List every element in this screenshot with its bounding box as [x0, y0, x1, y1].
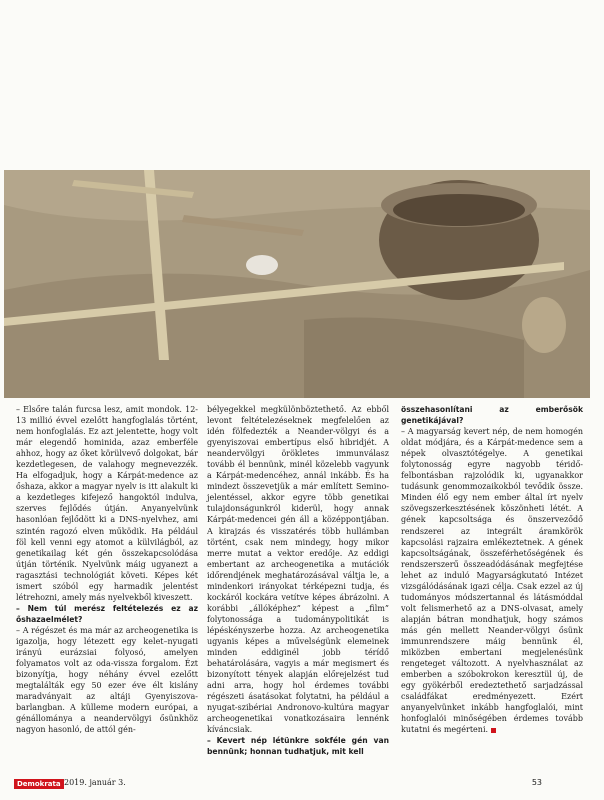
paragraph: bélyegekkel megkülönböztethető. Az ebből levont feltételezéseknek megfelelően az idén fölfedezték a Neander-völgyi és a gyenyiszovai embertípus első hibridjét. A neandervölgyi örökletes immunválasz tovább él bennünk, minél közelebb vagyunk a Kárpát-medencéhez, annál inkább. És ha mindezt összevetjük a már említett Semino-jelentéssel, akkor egyre több genetikai tulajdonságunkról kiderül, hogy annak Kárpát-medencei gén áll a középpontjában. A kirajzás és visszatérés több hullámban történt, csak nem mindegy, hogy mikor merre mutat a vektor eredője. Az eddigi embertant az archeogenetika a mutációk időrendjének meghatározásával váltja le, a mindenkori irányokat térképezni tudja, és kockáról kockára vetítve képes ábrázolni. A korábbi „állóképhez” képest a „film” folytonossága a tudománypolitikát is lépéskényszerbe hozza. Az archeogenetika ugyanis képes a művelségünk elemeinek minden eddiginél jobb térídő behatárolására, vagyis a már megismert és bizonyított tények alapján előrejelzést tud adni arra, hogy hol érdemes további régészeti ásatásokat folytatni, ha például a nyugat-szibériai Andronovo-kultúra magyar archeogenetikai vonatkozásaira lennénk kíváncsiak. — [207, 405, 389, 735]
article-body — [14, 404, 592, 776]
column-1 — [16, 404, 198, 735]
end-mark — [491, 728, 496, 733]
paragraph: – A magyarság kevert nép, de nem homogén oldat módjára, és a Kárpát-medence sem a népek olvasztótégelye. A genetikai folytonosság egyre nagyobb téridő-felbontásban rajzolódik ki, ugyanakkor tudásunk genommozaikokból tevődik össze. Minden élő egy nem ember által írt nyelv szövegszerkesztésének köszönheti létét. A gének kapcsoltsága és önszerveződő rendszerei az integrált áramkörök kapcsolási rajzaira emlékeztetnek. A gének kapcsoltságának, összeférhetőségének és rendszerszerű összeadódásának megfejtése lehet az induló Magyarságkutató Intézet vizsgálódásának igazi célja. Csak ezzel az új tudományos módszertannal és látásmóddal volt felismerhető az a DNS-olvasat, amely alapján bátran mondhatjuk, hogy számos más gén mellett Neander-völgyi ősünk immunrendszere máig bennünk él, miközben embertani megjelenésünk rengeteget változott. A nyelvhasználat az emberben a szóbokrokon keresztül új, de egy gyökérből eredeztethető sarjadzással családfákat eredményezett. Ezért anyanyelvünket inkább hangfoglalói, mint honfoglalói minőségében érdemes tovább kutatni és megérteni. — [401, 427, 583, 735]
paragraph: – Elsőre talán furcsa lesz, amit mondok. 12-13 millió évvel ezelőtt hangfoglalás történt, nem honfoglalás. Ez azt jelentette, hogy volt már elegendő hominida, azaz emberféle ahhoz, hogy az őket körülvevő dolgokat, bár kezdetlegesen, de valahogy megnevezzék. Ha elfogadjuk, hogy a Kárpát-medence az őshaza, akkor a magyar nyelv is itt alakult ki a kezdetleges kifejező hangoktól indulva, szerves fejlődés útján. Anyanyelvünk hasonlóan fejlődött ki a DNS-nyelvhez, ami szintén ragozó elven működik. Ha például föl kell venni egy atomot a külvilágból, az genetikailag két gén összekapcsolódása útján történik. Nyelvünk máig ugyanezt a ragasztási technológiát követi. Képes két ismert szóból egy harmadik jelentést létrehozni, amely más nyelvekből kiveszett. — [16, 405, 198, 602]
interview-question: – Nem túl merész feltételezés ez az őshazaelmélet? — [16, 603, 198, 624]
interview-question: – Kevert nép létünkre sokféle gén van bennünk; honnan tudhatjuk, mit kell — [207, 736, 389, 757]
column-2 — [207, 404, 389, 758]
excavation-scene — [4, 170, 590, 398]
photo-credit: Cellofoto/Shutterstock.com — [582, 470, 588, 544]
page-footer — [0, 777, 604, 795]
page-number: 53 — [531, 778, 542, 787]
issue-date: 2019. január 3. — [64, 778, 126, 787]
bone-fragment — [246, 255, 278, 275]
magazine-logo: Demokrata — [14, 779, 64, 789]
interview-question: összehasonlítani az emberősök genetikájával? — [401, 405, 583, 426]
column-3 — [401, 404, 583, 735]
paragraph: – A régészet és ma már az archeogenetika is igazolja, hogy létezett egy kelet–nyugati irányú eurázsiai folyosó, amelyen folyamatos volt az oda-vissza forgalom. Ézt bizonyítja, hogy néhány évvel ezelőtt megtalálták egy 50 ezer éve élt kislány maradványait az altáji Gyenyiszova-barlangban. A külleme modern európai, a génállománya a neandervölgyi ősünkhöz nagyon hasonló, de attól gén- — [16, 625, 198, 735]
